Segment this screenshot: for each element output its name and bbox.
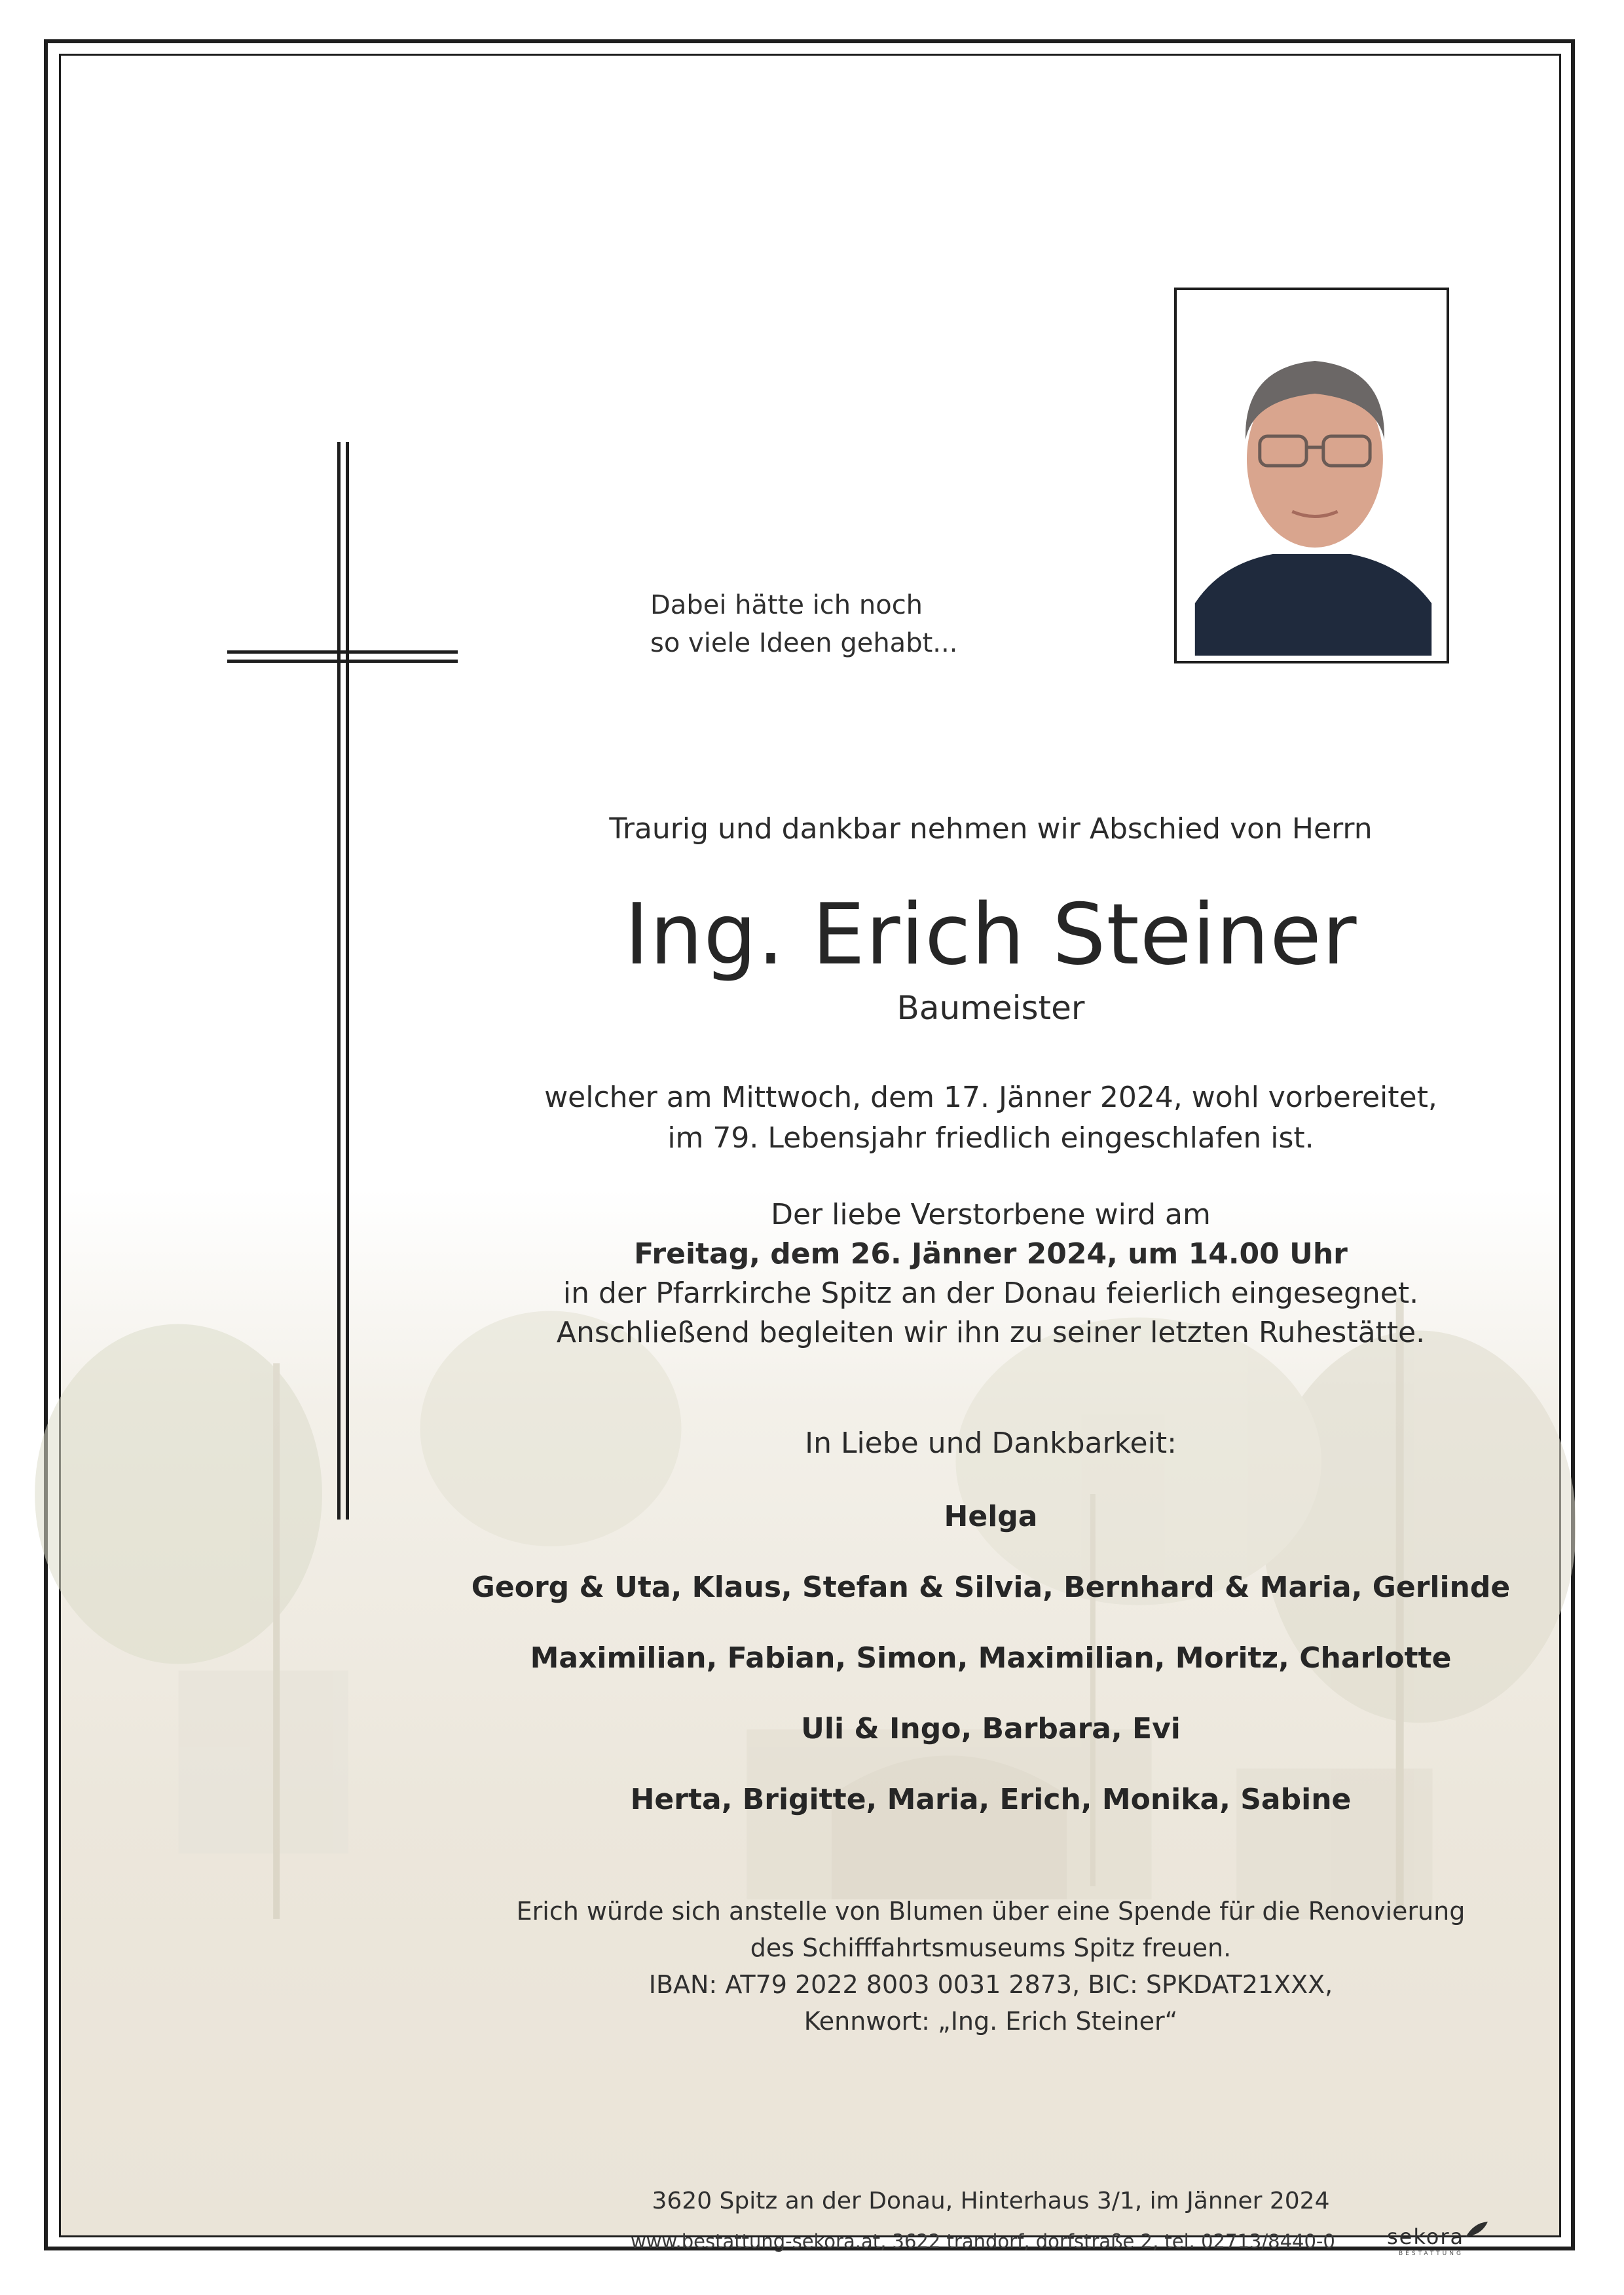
cross-vertical-bar [346,442,349,1520]
mourners-intro: In Liebe und Dankbarkeit: [805,1427,1177,1460]
donation-line: des Schifffahrtsmuseums Spitz freuen. [750,1933,1232,1962]
family-address: 3620 Spitz an der Donau, Hinterhaus 3/1, im Jänner 2024 [652,2188,1330,2214]
quote-line: so viele Ideen gehabt... [650,628,958,658]
funeral-line: Der liebe Verstorbene wird am [771,1198,1211,1231]
mourner-line: Helga [944,1500,1038,1533]
cross-horizontal-bar [227,650,458,654]
donation-keyword: Kennwort: „Ing. Erich Steiner“ [803,2007,1178,2036]
memorial-quote [650,586,1043,662]
funeral-home-contact: www.bestattung-sekora.at, 3622 trandorf, dorfstraße 2, tel. 02713/8440-0 [631,2230,1335,2252]
death-line: im 79. Lebensjahr friedlich eingeschlafen ist. [667,1121,1314,1155]
cross-vertical-bar [337,442,341,1520]
donation-notice [454,1893,1528,2040]
death-line: welcher am Mittwoch, dem 17. Jänner 2024, wohl vorbereitet, [544,1081,1437,1114]
mourner-line: Uli & Ingo, Barbara, Evi [801,1712,1181,1745]
funeral-details [454,1195,1528,1353]
funeral-date: Freitag, dem 26. Jänner 2024, um 14.00 Uhr [634,1237,1348,1271]
funeral-line: in der Pfarrkirche Spitz an der Donau feierlich eingesegnet. [563,1277,1419,1310]
mourner-line: Georg & Uta, Klaus, Stefan & Silvia, Bernhard & Maria, Gerlinde [471,1571,1511,1604]
quote-line: Dabei hätte ich noch [650,590,923,620]
mourner-line: Herta, Brigitte, Maria, Erich, Monika, Sabine [630,1783,1352,1816]
portrait-photo [1182,295,1441,656]
mourner-line: Maximilian, Fabian, Simon, Maximilian, Moritz, Charlotte [530,1641,1452,1675]
page-frame [59,54,1561,2257]
funeral-line: Anschließend begleiten wir ihn zu seiner letzten Ruhestätte. [556,1316,1426,1349]
deceased-title: Baumeister [896,989,1085,1027]
donation-iban: IBAN: AT79 2022 8003 0031 2873, BIC: SPKDAT21XXX, [648,1970,1333,1999]
deceased-name: Ing. Erich Steiner [624,886,1357,984]
sekora-logo [1387,2220,1492,2260]
donation-line: Erich würde sich anstelle von Blumen über eine Spende für die Renovierung [516,1897,1466,1926]
portrait-frame [1174,288,1449,663]
logo-text: sekora [1387,2224,1465,2249]
logo-subtitle: BESTATTUNG [1399,2250,1464,2257]
death-notice [454,1077,1528,1159]
intro-text: Traurig und dankbar nehmen wir Abschied von Herrn [609,812,1373,846]
cross-horizontal-bar [227,660,458,663]
leaf-icon [1464,2220,1489,2240]
